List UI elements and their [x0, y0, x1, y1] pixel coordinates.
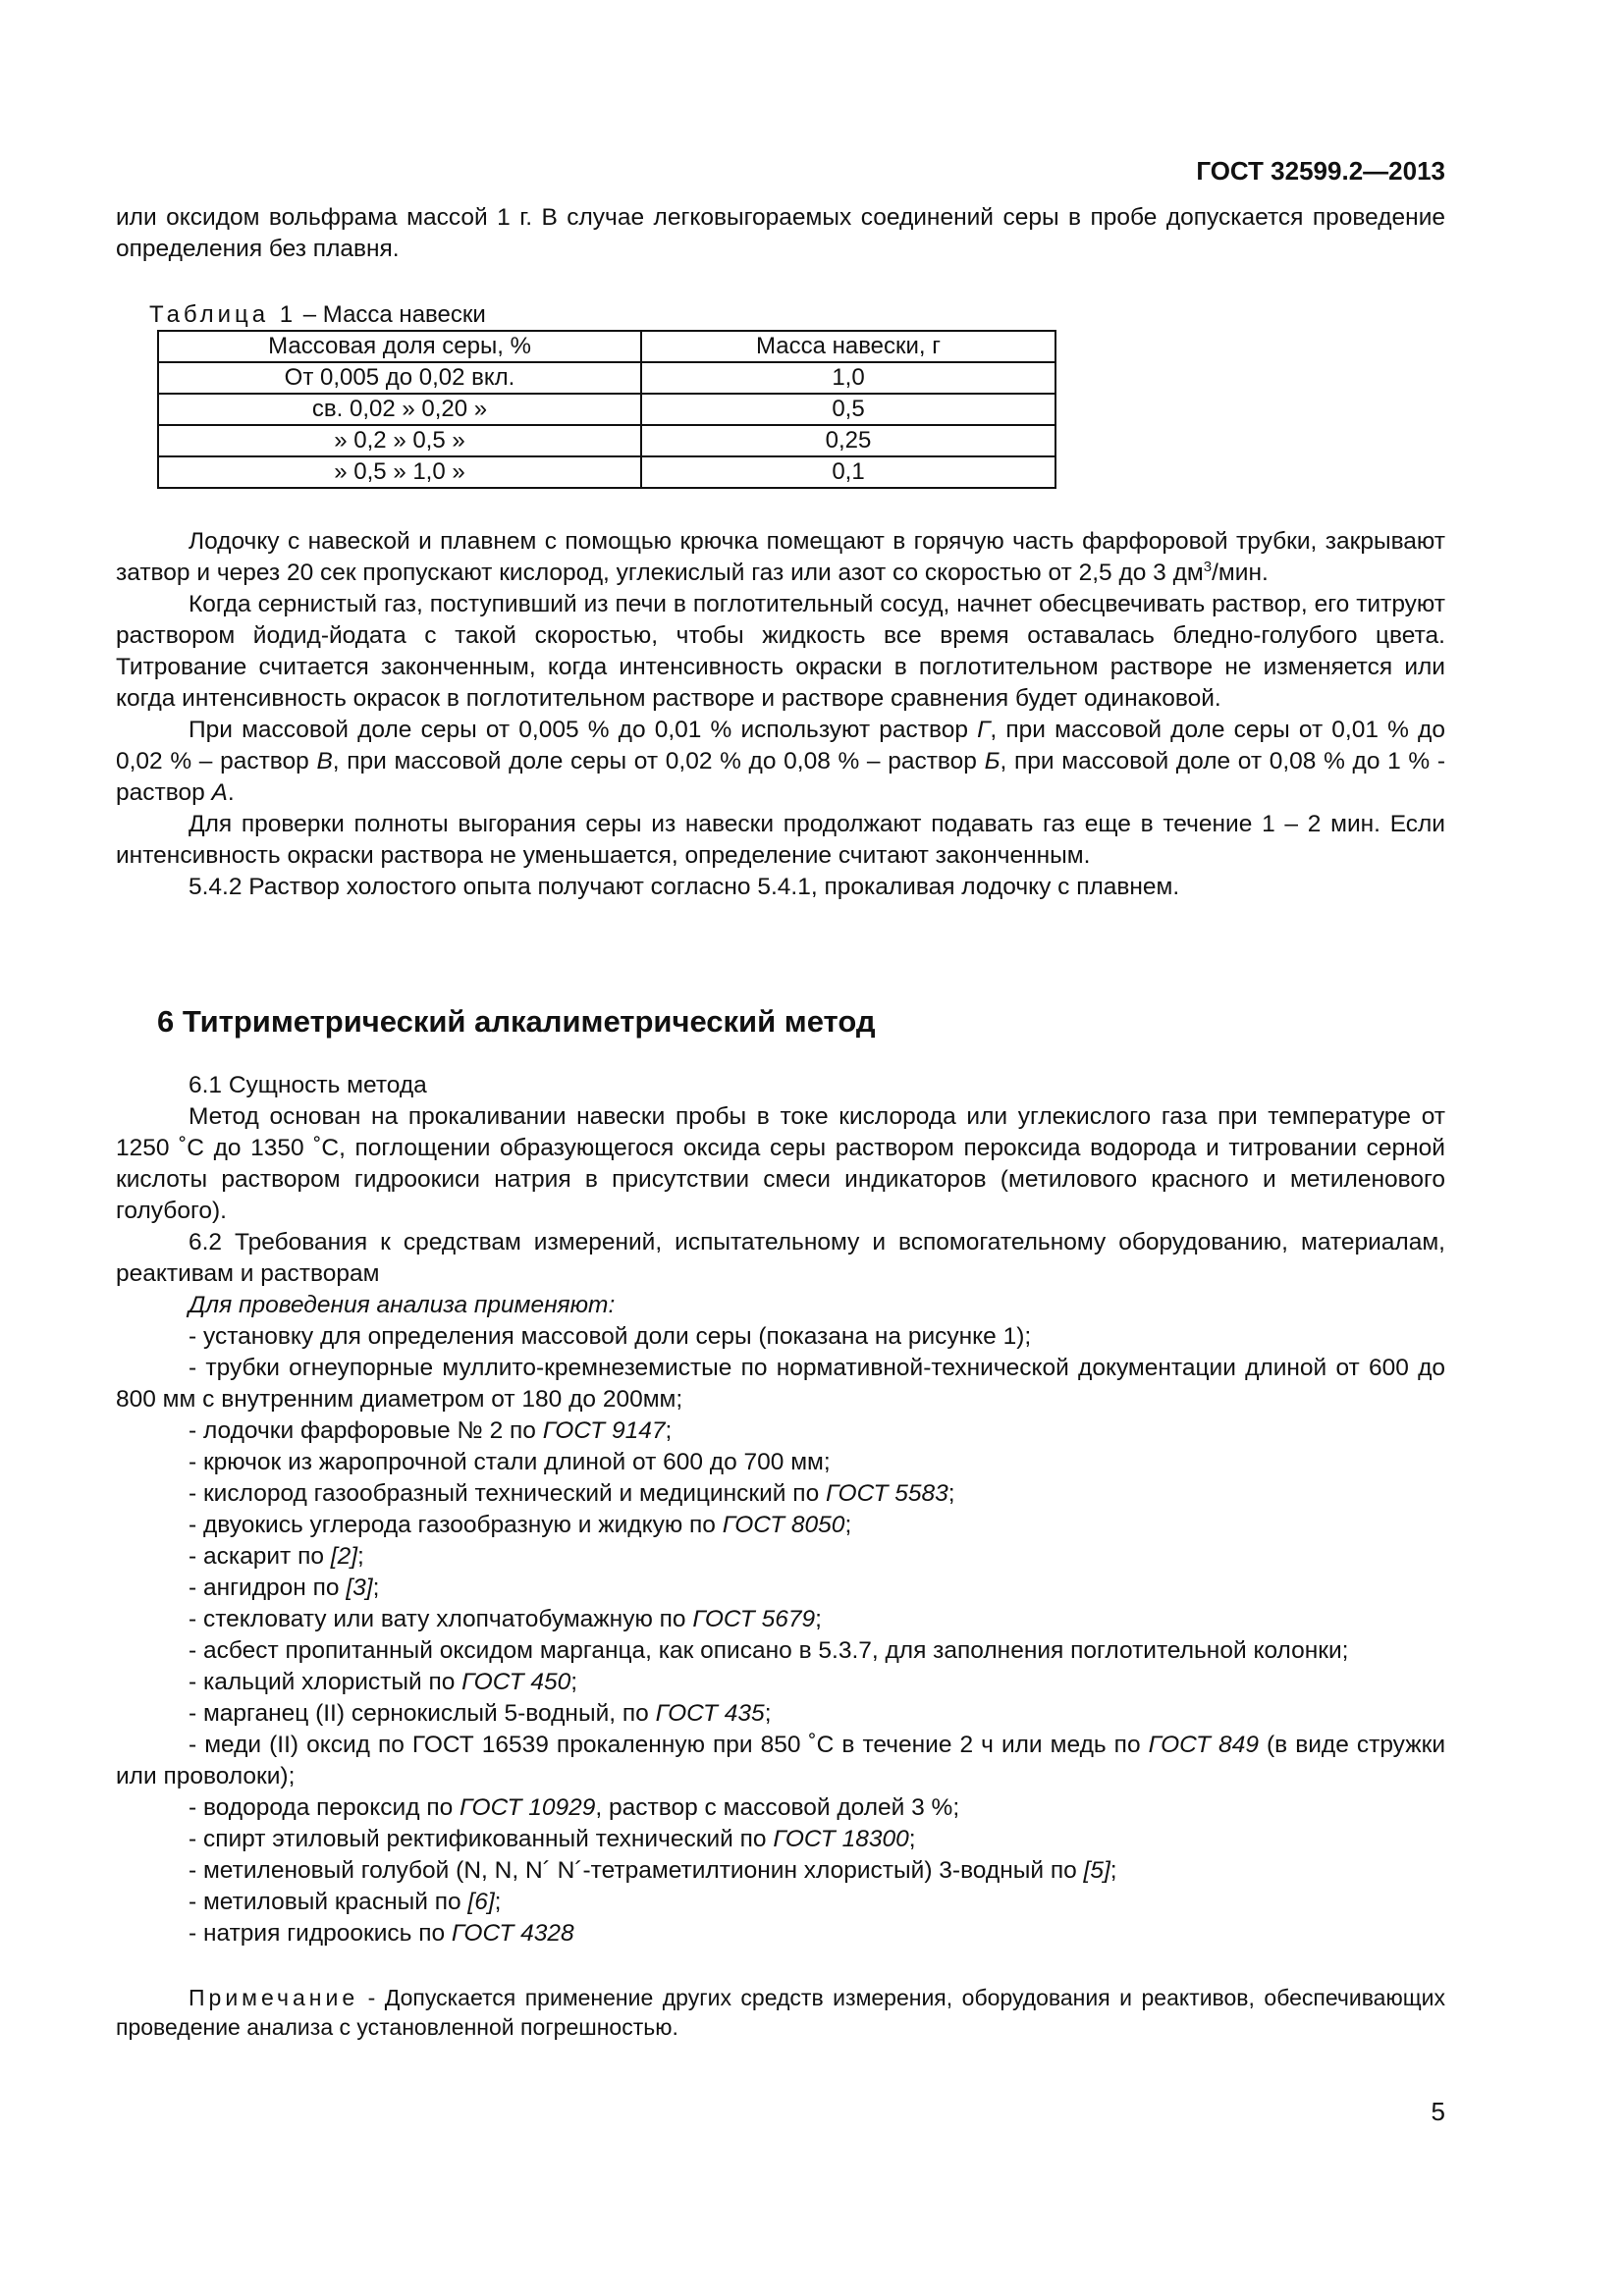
table-cell: От 0,005 до 0,02 вкл. [158, 362, 641, 394]
text-run: - метиловый красный по [189, 1889, 468, 1915]
text-run: - натрия гидроокись по [189, 1920, 452, 1947]
text-run: . [227, 779, 235, 806]
solution-label: Б [984, 748, 1001, 774]
text-run: - крючок из жаропрочной стали длиной от 600 до 700 мм; [189, 1449, 831, 1475]
note-paragraph [116, 1983, 1445, 2042]
solution-label: Г [977, 717, 991, 743]
text-run: - двуокись углерода газообразную и жидкую по [189, 1512, 723, 1538]
note-text: - Допускается применение других средств измерения, оборудования и реактивов, обеспечивающих проведение анализа с установленной погрешностью. [116, 1985, 1445, 2040]
subsection-6-2-title: 6.2 Требования к средствам измерений, испытательному и вспомогательному оборудованию, материалам, реактивам и растворам [116, 1229, 1445, 1287]
section-6-heading: 6 Титриметрический алкалиметрический метод [157, 1004, 876, 1039]
table-header-cell: Масса навески, г [641, 331, 1055, 362]
standard-reference: ГОСТ 435 [655, 1700, 765, 1727]
section-6-text [116, 1070, 1445, 2042]
table-row [158, 394, 1055, 425]
list-item [116, 1510, 1445, 1541]
standard-reference: ГОСТ 9147 [542, 1417, 666, 1444]
table-caption [149, 300, 486, 330]
standard-reference: ГОСТ 450 [461, 1669, 571, 1695]
text-run: - стекловату или вату хлопчатобумажную по [189, 1606, 693, 1632]
page-number: 5 [1431, 2097, 1445, 2126]
table-caption-label: Таблица 1 [149, 301, 298, 328]
solution-label: В [316, 748, 333, 774]
list-item [116, 1667, 1445, 1698]
text-run: - аскарит по [189, 1543, 331, 1570]
standard-code: ГОСТ 32599.2—2013 [1196, 156, 1445, 186]
table-cell: 0,25 [641, 425, 1055, 456]
text-run: - меди (II) оксид по ГОСТ 16539 прокаленную при 850 ˚С в течение 2 ч или медь по [189, 1732, 1149, 1758]
list-item [116, 1635, 1445, 1667]
subsection-6-1-text: Метод основан на прокаливании навески пробы в токе кислорода или углекислого газа при температуре от 1250 ˚С до 1350 ˚С, поглощении образующегося оксида серы раствором пероксида водорода и титровании серной кислоты раствором гидроокиси натрия в присутствии смеси индикаторов (метилового красного и метиленового голубого). [116, 1103, 1445, 1224]
text-run: - ангидрон по [189, 1575, 347, 1601]
paragraph-5-4-2: 5.4.2 Раствор холостого опыта получают согласно 5.4.1, прокаливая лодочку с плавнем. [189, 874, 1180, 900]
table-cell: 1,0 [641, 362, 1055, 394]
list-item [116, 1918, 1445, 1949]
text-run: , при массовой доле серы от 0,01 % до 0,02 % – раствор [116, 717, 1445, 774]
standard-reference: [2] [330, 1543, 358, 1570]
list-item [116, 1604, 1445, 1635]
text-run: ; [908, 1826, 916, 1852]
paragraph-boat-placement [116, 526, 1445, 589]
text-run: При массовой доле серы от 0,005 % до 0,01 % используют раствор [189, 717, 978, 743]
text-run: Лодочку с навеской и плавнем с помощью крючка помещают в горячую часть фарфоровой трубки, закрывают затвор и через 20 сек пропускают кислород, углекислый газ или азот со скоростью от 2,5 до 3 дм [116, 528, 1445, 586]
text-run: - кислород газообразный технический и медицинский по [189, 1480, 826, 1507]
text-run: ; [764, 1700, 772, 1727]
subsection-6-2-lead: Для проведения анализа применяют: [189, 1292, 616, 1318]
list-item [116, 1447, 1445, 1478]
standard-reference: [3] [346, 1575, 373, 1601]
table-row [158, 425, 1055, 456]
list-item [116, 1698, 1445, 1730]
text-run: ; [844, 1512, 852, 1538]
text-run: - лодочки фарфоровые № 2 по [189, 1417, 543, 1444]
paragraph-solution-choice [116, 715, 1445, 809]
list-item [116, 1478, 1445, 1510]
list-item [116, 1792, 1445, 1824]
text-run: ; [1109, 1857, 1117, 1884]
text-run: ; [665, 1417, 673, 1444]
standard-reference: ГОСТ 10929 [460, 1794, 596, 1821]
text-run: ; [815, 1606, 822, 1632]
standard-reference: ГОСТ 18300 [773, 1826, 909, 1852]
table-cell: 0,5 [641, 394, 1055, 425]
paragraph-titration: Когда сернистый газ, поступивший из печи в поглотительный сосуд, начнет обесцвечивать раствор, его титруют раствором йодид-йодата с такой скоростью, чтобы жидкость все время оставалась бледно-голубого цвета. Титрование считается законченным, когда интенсивность окраски в поглотительном растворе не изменяется или когда интенсивность окрасок в поглотительном растворе и растворе сравнения будет одинаковой. [116, 591, 1445, 712]
text-run: - установку для определения массовой доли серы (показана на рисунке 1); [189, 1323, 1032, 1350]
list-item [116, 1321, 1445, 1353]
text-run: ; [570, 1669, 578, 1695]
text-run: - трубки огнеупорные муллито-кремнеземистые по нормативной-технической документации длиной от 600 до 800 мм с внутренним диаметром от 180 до 200мм; [116, 1355, 1445, 1413]
table-caption-title: – Масса навески [297, 301, 486, 328]
text-run: - кальций хлористый по [189, 1669, 462, 1695]
list-item [116, 1887, 1445, 1918]
text-run: ; [494, 1889, 502, 1915]
table-cell: » 0,2 » 0,5 » [158, 425, 641, 456]
subsection-6-1-title: 6.1 Сущность метода [189, 1072, 427, 1098]
standard-reference: [6] [467, 1889, 495, 1915]
paragraph-completeness-check: Для проверки полноты выгорания серы из навески продолжают подавать газ еще в течение 1 – 2 мин. Если интенсивность окраски раствора не уменьшается, определение считают законченным. [116, 811, 1445, 869]
text-run: ; [372, 1575, 380, 1601]
section-5-text [116, 526, 1445, 903]
table-row [158, 362, 1055, 394]
intro-block [116, 202, 1445, 265]
list-item [116, 1573, 1445, 1604]
list-item [116, 1730, 1445, 1792]
text-run: - спирт этиловый ректификованный технический по [189, 1826, 774, 1852]
standard-reference: ГОСТ 849 [1148, 1732, 1259, 1758]
text-run: - метиленовый голубой (N, N, N´ N´-тетраметилтионин хлористый) 3-водный по [189, 1857, 1084, 1884]
text-run: ; [357, 1543, 364, 1570]
list-item [116, 1415, 1445, 1447]
table-cell: св. 0,02 » 0,20 » [158, 394, 641, 425]
intro-paragraph: или оксидом вольфрама массой 1 г. В случае легковыгораемых соединений серы в пробе допускается проведение определения без плавня. [116, 204, 1445, 262]
standard-reference: [5] [1083, 1857, 1110, 1884]
list-item [116, 1541, 1445, 1573]
note-label: Примечание [189, 1985, 359, 2010]
superscript: 3 [1203, 558, 1213, 575]
text-run: , при массовой доле серы от 0,02 % до 0,08 % – раствор [332, 748, 985, 774]
list-item [116, 1855, 1445, 1887]
text-run: - асбест пропитанный оксидом марганца, как описано в 5.3.7, для заполнения поглотительной колонки; [189, 1637, 1349, 1664]
text-run: ; [947, 1480, 955, 1507]
text-run: - водорода пероксид по [189, 1794, 460, 1821]
standard-reference: ГОСТ 4328 [451, 1920, 574, 1947]
list-item [116, 1353, 1445, 1415]
table-header-cell: Массовая доля серы, % [158, 331, 641, 362]
text-run: - марганец (II) сернокислый 5-водный, по [189, 1700, 656, 1727]
sample-mass-table [157, 330, 1056, 489]
standard-reference: ГОСТ 5583 [826, 1480, 948, 1507]
standard-reference: ГОСТ 8050 [722, 1512, 845, 1538]
table-row [158, 456, 1055, 488]
text-run: /мин. [1212, 560, 1269, 586]
solution-label: А [211, 779, 228, 806]
standard-reference: ГОСТ 5679 [692, 1606, 816, 1632]
table-cell: 0,1 [641, 456, 1055, 488]
table-header-row [158, 331, 1055, 362]
text-run: (в виде стружки или проволоки); [116, 1732, 1446, 1789]
table-cell: » 0,5 » 1,0 » [158, 456, 641, 488]
text-run: , при массовой доле от 0,08 % до 1 % - раствор [116, 748, 1445, 806]
text-run: , раствор с массовой долей 3 %; [595, 1794, 960, 1821]
list-item [116, 1824, 1445, 1855]
